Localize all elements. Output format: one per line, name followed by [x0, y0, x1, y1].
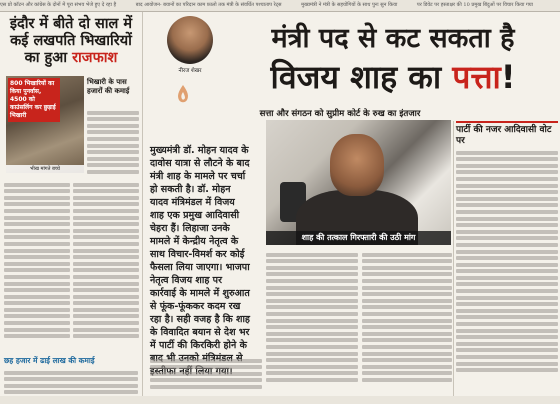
left-sidebar-text [87, 108, 139, 178]
left-bottom-heading: छह हजार में ढाई लाख की कमाई [4, 356, 95, 365]
minister-photo [266, 120, 451, 245]
main-headline [228, 22, 558, 98]
main-headline-red-word: पत्ता [452, 58, 501, 96]
main-headline-black: विजय शाह का [270, 58, 453, 96]
left-subheading: भिखारी के पास हजारों की कमाई [87, 78, 130, 95]
main-body-text-b [362, 250, 452, 394]
right-box-text [456, 148, 558, 394]
strip-item: बाद आयोजन- बयानों का परिदान काम फ़ालो तक मंत्री के संवर्धित पश्चाताप रेट्स [135, 2, 282, 8]
right-sidebar-box [456, 121, 558, 147]
main-body-text-c [150, 356, 262, 394]
author-byline [160, 16, 220, 78]
red-blurb: 800 भिखारियों का किया पुनर्वास, 4500 को काउंसलिंग कर छुड़ाई भिखारी [8, 78, 60, 122]
author-photo [167, 16, 213, 64]
column-divider [453, 121, 454, 396]
photo-caption: शाह की तत्काल गिरफ्तारी की उठी मांग [266, 231, 451, 245]
strip-item: एस प्रो कॉटन और कांग्रेस के दोनों में पूरा संभव भेजे हुए दे रहा है [0, 2, 117, 8]
top-news-strip [0, 0, 560, 12]
main-headline-line2 [228, 56, 558, 98]
left-body-text-b [73, 180, 139, 352]
main-subtitle: सत्ता और संगठन को सुप्रीम कोर्ट के रुख का इंतजार [259, 109, 421, 119]
main-body-text-a [266, 250, 358, 394]
page-footer-strip [0, 396, 560, 404]
flame-logo-icon [175, 84, 191, 104]
strip-item: पर डिवेट पर हस्ताक्षर की 10 प्रमुख बिंदुओं पर विचार किया गया [416, 2, 533, 8]
left-headline-prefix: का हुआ [24, 50, 73, 66]
main-story-lead: मुख्यमंत्री डॉ. मोहन यादव के दावोस यात्रा से लौटने के बाद मंत्री शाह के मामले पर चर्चा हो सकती है। डॉ. मोहन यादव मंत्रिमंडल में विजय शाह एक प्रमुख आदिवासी चेहरा हैं। लिहाजा उनके मामले में केन्द्रीय नेतृत्व के साथ विचार-विमर्श कर कोई फैसला लिया जाएगा। भाजपा नेतृत्व विजय शाह पर कार्रवाई के मामले में शुरुआत से फूंक-फूंककर कदम रख रहा है। सही वजह है कि शाह के विवादित बयान से देश भर में पार्टी की किरकिरी होने के [150, 145, 250, 351]
right-box-title: पार्टी की नजर आदिवासी वोट पर [456, 121, 558, 147]
left-bottom-text [4, 368, 138, 396]
main-headline-line1: मंत्री पद से कट सकता है [271, 23, 515, 54]
main-headline-exclaim: ! [500, 58, 516, 96]
left-headline-red-word: राजफाश [72, 50, 118, 66]
left-headline-line3 [4, 50, 138, 67]
strip-item: मुख्यमंत्री ने मंत्री के सहयोगियों के साथ पुनः सुन किया [301, 2, 398, 8]
left-headline-line2: कई लखपति भिखारियों [10, 33, 132, 49]
author-name: नीरज शेखर [178, 68, 202, 74]
left-body-text-a [4, 180, 70, 352]
photo-figure-head [330, 134, 384, 196]
left-headline-line1: इंदौर में बीते दो साल में [9, 16, 133, 32]
photo-label: भीख मांगते बच्चे [6, 165, 84, 173]
left-headline [4, 16, 138, 67]
